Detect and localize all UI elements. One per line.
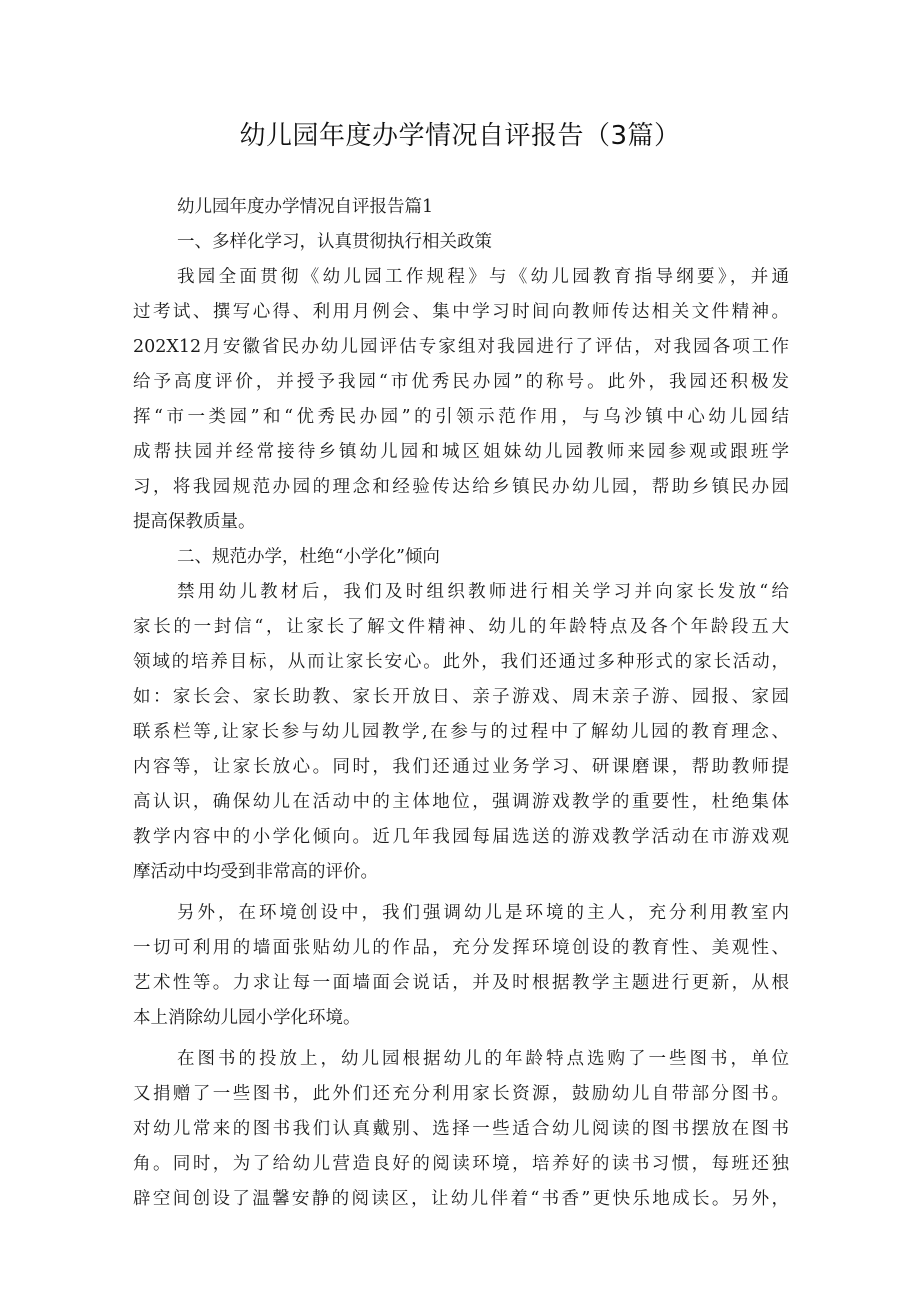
paragraph-line: 高认识，确保幼儿在活动中的主体地位，强调游戏教学的重要性，杜绝集体 [133,792,789,812]
paragraph-line: 我园全面贯彻《幼儿园工作规程》与《幼儿园教育指导纲要》，并通 [177,267,789,287]
document-title: 幼儿园年度办学情况自评报告（3篇） [239,121,681,151]
paragraph-line: 内容等，让家长放心。同时，我们还通过业务学习、研课磨课，帮助教师提 [133,757,789,777]
paragraph-line: 联系栏等,让家长参与幼儿园教学,在参与的过程中了解幼儿园的教育理念、 [133,722,789,742]
paragraph-line: 给予高度评价，并授予我园“市优秀民办园”的称号。此外，我园还积极发 [133,372,789,392]
paragraph-line: 在图书的投放上，幼儿园根据幼儿的年龄特点选购了一些图书，单位 [177,1049,789,1069]
paragraph-line: 对幼儿常来的图书我们认真戴别、选择一些适合幼儿阅读的图书摆放在图书 [133,1119,789,1139]
paragraph-line: 艺术性等。力求让每一面墙面会说话，并及时根据教学主题进行更新，从根 [133,973,789,993]
paragraph-line: 过考试、撰写心得、利用月例会、集中学习时间向教师传达相关文件精神。 [133,302,789,322]
paragraph-line: 禁用幼儿教材后，我们及时组织教师进行相关学习并向家长发放“给 [177,582,789,602]
paragraph-line: 本上消除幼儿园小学化环境。 [133,1008,361,1028]
paragraph-line: 成帮扶园并经常接待乡镇幼儿园和城区姐妹幼儿园教师来园参观或跟班学 [133,442,789,462]
paragraph-line: 提高保教质量。 [133,512,256,532]
paragraph-line: 家长的一封信“，让家长了解文件精神、幼儿的年龄特点及各个年龄段五大 [133,617,789,637]
paragraph-line: 又捐赠了一些图书，此外们还充分利用家长资源，鼓励幼儿自带部分图书。 [133,1084,789,1104]
paragraph-line: 角。同时，为了给幼儿营造良好的阅读环境，培养好的读书习惯，每班还独 [133,1154,789,1174]
paragraph-line: 领域的培养目标，从而让家长安心。此外，我们还通过多种形式的家长活动， [133,652,789,672]
paragraph-line: 辟空间创设了温馨安静的阅读区，让幼儿伴着“书香”更快乐地成长。另外， [133,1189,789,1209]
paragraph-line: 如：家长会、家长助教、家长开放日、亲子游戏、周末亲子游、园报、家园 [133,687,789,707]
subsection-heading: 一、多样化学习，认真贯彻执行相关政策 [177,232,492,252]
paragraph-line: 一切可利用的墙面张贴幼儿的作品，充分发挥环境创设的教育性、美观性、 [133,938,789,958]
section-heading: 幼儿园年度办学情况自评报告篇1 [177,197,434,217]
subsection-heading: 二、规范办学，杜绝“小学化”倾向 [177,547,440,567]
paragraph-line: 习，将我园规范办园的理念和经验传达给乡镇民办幼儿园，帮助乡镇民办园 [133,477,789,497]
paragraph-line: 202X12月安徽省民办幼儿园评估专家组对我园进行了评估，对我园各项工作 [133,337,789,357]
paragraph-line: 教学内容中的小学化倾向。近几年我园每届选送的游戏教学活动在市游戏观 [133,827,789,847]
paragraph-line: 挥“市一类园”和“优秀民办园”的引领示范作用，与乌沙镇中心幼儿园结 [133,407,789,427]
paragraph-line: 摩活动中均受到非常高的评价。 [133,862,378,882]
paragraph-line: 另外，在环境创设中，我们强调幼儿是环境的主人，充分利用教室内 [177,903,789,923]
document-body [133,190,789,1217]
